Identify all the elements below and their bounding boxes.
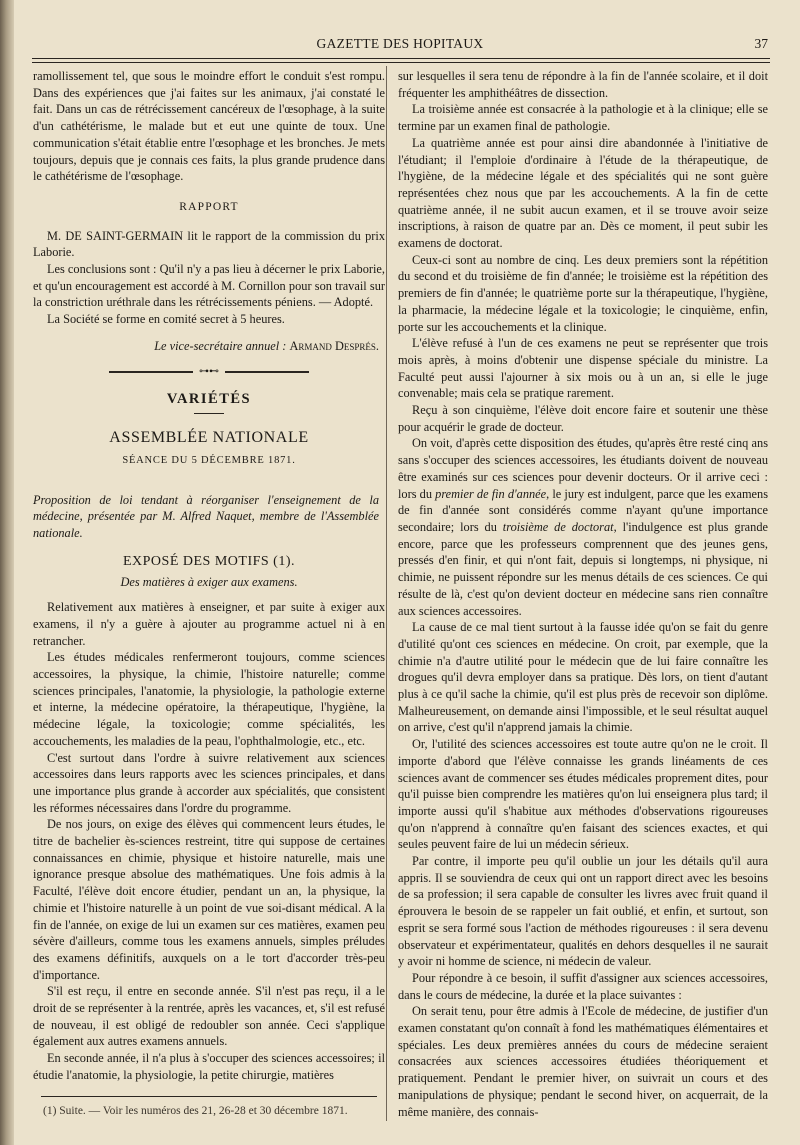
paragraph: La cause de ce mal tient surtout à la fausse idée qu'on se fait du genre d'utilité qu'ont ces sciences en médecine. On croit, par exemple, que la chimie n'a d'autre utilité pour le médecin que de lui faire connaître les drogues qu'il devra employer dans sa pratique. Dès lors, on tient d'autant plus à ce qu'il sache la chimie, qu'il est plus près de recevoir son diplôme. Malheureusement, on demande ainsi l'impossible, et le seul résultat auquel on arrive, c'est qu'il n'apprend jamais la chimie. <box>398 620 768 735</box>
header-rule <box>32 58 770 63</box>
paragraph: ramollissement tel, que sous le moindre effort le conduit s'est rompu. Dans des expériences que j'ai faites sur les animaux, j'ai constaté le fait. Dans un cas de rétrécissement cancéreux de l'œsophage, à la suite d'un cathétérisme, le malade but et eut une quinte de toux. Une communication s'était établie entre l'œsophage et les bronches. Je mets toujours, depuis que je connais ces faits, la plus grande prudence dans le cathétérisme de l'œsophage. <box>33 69 385 184</box>
paragraph: On voit, d'après cette disposition des études, qu'après être resté cinq ans sans s'occuper des sciences accessoires, les étudiants doivent de nouveau être examinés sur ces sciences pour devenir docteurs. Or il arrive ceci : lors du premier de fin d'année, le jury est indulgent, parce que les examens de fin d'année sont considérés comme n'ayant qu'une importance secondaire; lors du troisième de doctorat, l'indulgence est plus grande encore, parce que les professeurs comprennent que des jeunes gens, pressés d'en finir, et qui n'ont fait, depuis si longtemps, ni physique, ni chimie, ne puissent répondre sur les menus détails de ces sciences. Ce qui résulte de là, c'est qu'on devient docteur en médecine sans rien connaître aux sciences accessoires. <box>398 436 768 618</box>
column-divider <box>386 66 387 1121</box>
ornament-icon: ⊶⊷ <box>193 367 225 377</box>
assembly-heading: ASSEMBLÉE NATIONALE <box>109 429 309 447</box>
paragraph: Les études médicales renfermeront toujours, comme sciences accessoires, la physique, la chimie, l'histoire naturelle; comme sciences principales, l'anatomie, la physiologie, la pathologie externe et interne, la médecine opératoire, la thérapeutique, l'hygiène, la médecine légale, la toxicologie; comme spécialités, les accouchements, les maladies de la peau, l'ophthalmologie, etc., etc. <box>33 650 385 748</box>
italic-term: premier de fin d'année <box>435 486 547 501</box>
right-column <box>398 68 768 1120</box>
session-date: SÉANCE DU 5 DÉCEMBRE 1871. <box>122 454 296 466</box>
expose-heading: EXPOSÉ DES MOTIFS (1). <box>122 553 295 569</box>
paragraph: Pour répondre à ce besoin, il suffit d'assigner aux sciences accessoires, dans le cours de médecine, la durée et la place suivantes : <box>398 970 768 1002</box>
signature: Le vice-secrétaire annuel : Armand Després. <box>154 338 379 353</box>
paragraph: La quatrième année est pour ainsi dire abandonnée à l'initiative de l'étudiant; il l'emploie d'ordinaire à l'étude de la thérapeutique, de l'hygiène, de la médecine légale et des spécialités qui ne sont guère représentées chez nous que par les accouchements. A la fin de cette quatrième année, il ne subit aucun examen, et il se trouve avoir seize inscriptions, à raison de quatre par an. Dès ce moment, il peut subir les examens de doctorat. <box>398 135 768 251</box>
footnote: (1) Suite. — Voir les numéros des 21, 26-28 et 30 décembre 1871. <box>43 1104 348 1117</box>
section-title-rapport: RAPPORT <box>179 200 239 213</box>
short-divider <box>194 413 224 414</box>
paragraph: Par contre, il importe peu qu'il oublie un jour les détails qu'il aura appris. Il se souviendra de ceux qui ont un rapport direct avec les besoins de sa profession; il sera capable de consulter les livres avec fruit quand il éprouvera le besoin de se rappeler un fait oublié, et enfin, et surtout, son esprit se sera formé sous l'action de méthodes rigoureuses : il sera devenu observateur et expérimentateur, qualités en dehors desquelles il ne saurait y avoir ni homme de science, ni médecin de valeur. <box>398 854 768 969</box>
page-header <box>30 34 770 54</box>
subheading: Des matières à exiger aux examens. <box>120 575 298 590</box>
paragraph: Relativement aux matières à enseigner, et par suite à exiger aux examens, il n'y a guère à ajouter au programme actuel ni à en retrancher. <box>33 600 385 648</box>
paragraph: On serait tenu, pour être admis à l'Ecole de médecine, de justifier d'un examen constatant qu'on connaît à fond les mathématiques élémentaires et spéciales. Les deux premières années du cours de médecine seraient consacrées aux sciences accessoires étudiées théoriquement et pratiquement. Pendant le premier hiver, on suivrait un cours et des manipulations de physique; pendant le second hiver, on acquerrait, de la même manière, des connais- <box>398 1004 768 1119</box>
footnote-divider <box>41 1096 377 1097</box>
speaker-name: M. DE SAINT-GERMAIN <box>47 228 184 243</box>
paragraph: Or, l'utilité des sciences accessoires est toute autre qu'on ne le croit. Il importe d'abord que l'élève connaisse les grands linéaments de ces sciences avant de commencer ses études médicales proprement dites, pour qu'il puisse bien comprendre les matières qu'on lui enseignera plus tard; il importe aussi qu'il s'habitue aux méthodes d'observations rigoureuses qu'on n'apprend à connaître qu'en faisant des sciences exactes, et qui seules peuvent faire de lui un médecin sérieux. <box>398 737 768 852</box>
paragraph: En seconde année, il n'a plus à s'occuper des sciences accessoires; il étudie l'anatomie, la physiologie, la petite chirurgie, matières <box>33 1051 385 1082</box>
paragraph: De nos jours, on exige des élèves qui commencent leurs études, le titre de bachelier ès-sciences restreint, titre qui suppose de certaines connaissances en chimie, physique et histoire naturelle, mais une ignorance presque absolue des mathématiques. Une fois admis à la Faculté, l'élève doit encore étudier, pendant un an, la physique, la chimie et l'histoire naturelle à un point de vue soi-disant médical. A la fin de l'année, on exige de lui un examen sur ces matières, examen peu sévère d'ailleurs, comme tous les examens annuels, simples préludes des examens définitifs, auxquels on a le tort d'accorder très-peu d'importance. <box>33 817 385 982</box>
ornament-divider <box>109 367 309 377</box>
paragraph: La troisième année est consacrée à la pathologie et à la clinique; elle se termine par un examen final de pathologie. <box>398 102 768 134</box>
proposition-title: Proposition de loi tendant à réorganiser l'enseignement de la médecine, présentée par M. Alfred Naquet, membre de l'Assemblée nationale. <box>33 492 379 541</box>
paragraph: Les conclusions sont : Qu'il n'y a pas lieu à décerner le prix Laborie, et qu'un encouragement est accordé à M. Cornillon pour son travail sur la constriction uréthrale dans les rétrécissements péniens. — Adopté. <box>33 262 385 310</box>
left-column <box>33 68 385 1119</box>
italic-term: troisième de doctorat <box>502 519 614 534</box>
page-number: 37 <box>754 36 768 51</box>
paragraph: Ceux-ci sont au nombre de cinq. Les deux premiers sont la répétition du second et du troisième de fin d'année; le troisième est la répétition des premiers de fin d'année; le quatrième porte sur la thérapeutique, l'hygiène, la pharmacie, la médecine légale et la toxicologie; le cinquième, enfin, porte sur les accouchements et la clinique. <box>398 252 768 334</box>
paragraph: S'il est reçu, il entre en seconde année. S'il n'est pas reçu, il a le droit de se représenter à la rentrée, après les vacances, et, s'il est refusé de nouveau, il est obligé de redoubler son année. Ceci s'applique également aux autres examens annuels. <box>33 984 385 1049</box>
section-title-varietes: VARIÉTÉS <box>166 390 252 407</box>
paragraph: M. DE SAINT-GERMAIN lit le rapport de la commission du prix Laborie. <box>33 228 385 260</box>
paragraph: Reçu à son cinquième, l'élève doit encore faire et soutenir une thèse pour acquérir le grade de docteur. <box>398 403 768 434</box>
paragraph: L'élève refusé à l'un de ces examens ne peut se représenter que trois mois après, à moins d'obtenir une dispense spéciale du ministre. La Faculté peut aussi l'ajourner à six mois ou à un an, si elle le juge convenable; mais cela se pratique rarement. <box>398 336 768 401</box>
binding-spine <box>0 0 14 1145</box>
running-title: GAZETTE DES HOPITAUX <box>316 36 484 51</box>
paragraph: C'est surtout dans l'ordre à suivre relativement aux sciences accessoires dans leurs rapports avec les sciences principales, et dans une importance plus grande à accorder aux spécialités, que consistent les réformes nécessaires dans l'ordre du programme. <box>33 750 385 815</box>
paragraph: sur lesquelles il sera tenu de répondre à la fin de l'année scolaire, et il doit fréquenter les amphithéâtres de dissection. <box>398 69 768 100</box>
paragraph: La Société se forme en comité secret à 5 heures. <box>47 312 285 327</box>
